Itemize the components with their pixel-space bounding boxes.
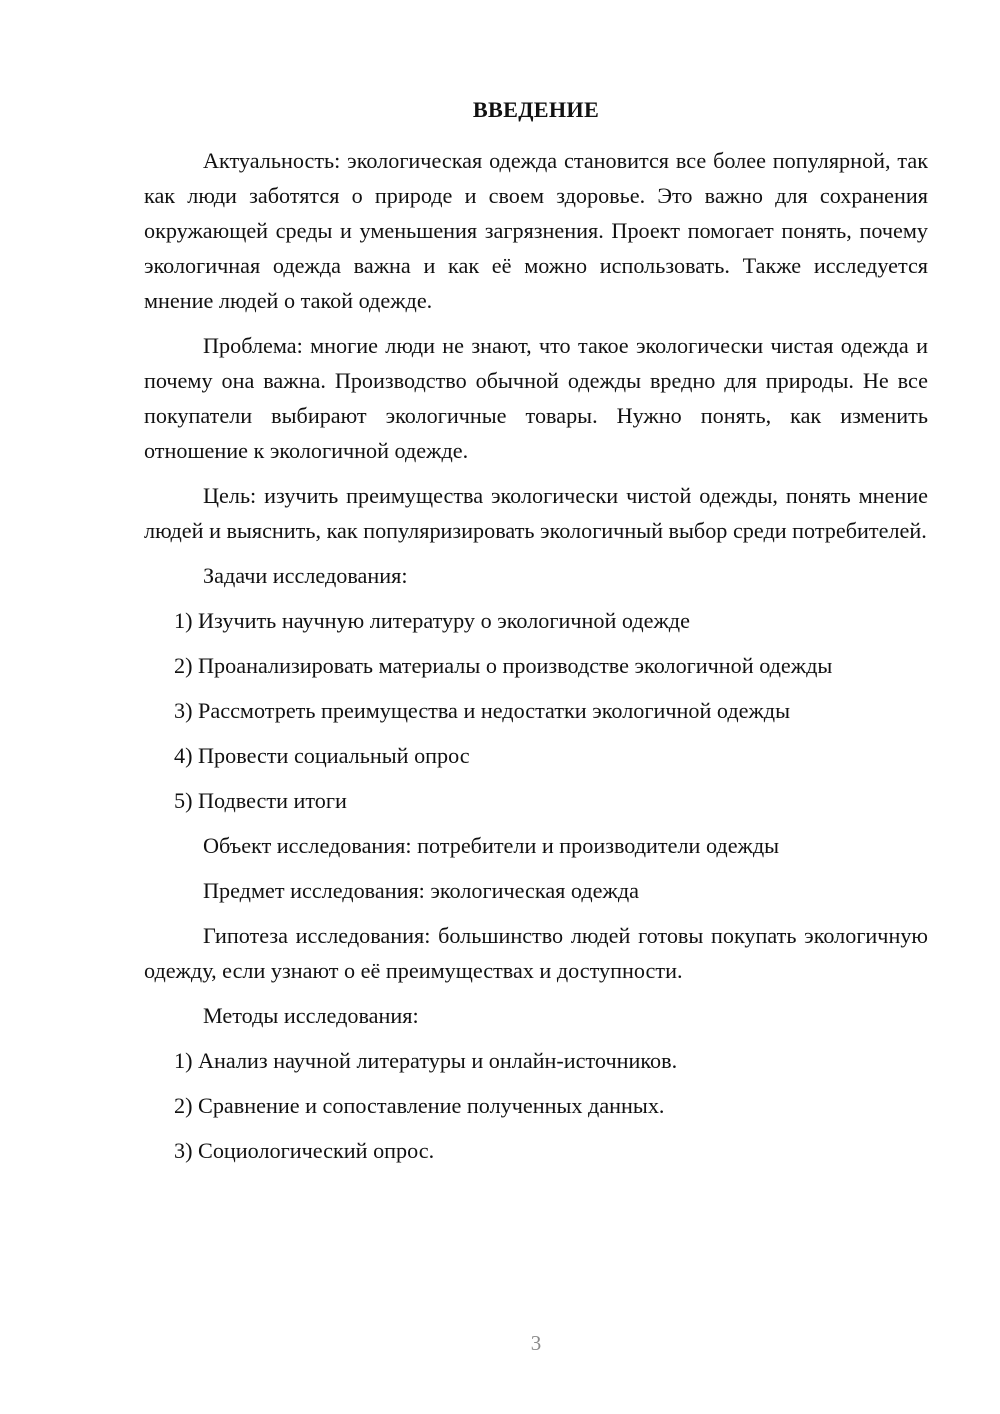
task-item: 3) Рассмотреть преимущества и недостатки экологичной одежды (174, 698, 791, 723)
methods-heading: Методы исследования: (203, 1003, 419, 1028)
method-item: 2) Сравнение и сопоставление полученных данных. (174, 1093, 665, 1118)
relevance-paragraph: Актуальность: экологическая одежда становится все более популярной, так как люди заботятся о природе и своем здоровье. Это важно для сохранения окружающей среды и уменьшения загрязнения. Проект помогает понять, почему экологичная одежда важна и как её можно использовать. Также исследуется мнение людей о такой одежде. (144, 148, 928, 313)
method-item: 3) Социологический опрос. (174, 1138, 435, 1163)
goal-paragraph: Цель: изучить преимущества экологически чистой одежды, понять мнение людей и выяснить, как популяризировать экологичный выбор среди потребителей. (144, 483, 928, 543)
page-title: ВВЕДЕНИЕ (472, 97, 600, 122)
task-item: 5) Подвести итоги (174, 788, 347, 813)
tasks-heading: Задачи исследования: (203, 563, 408, 588)
research-object: Объект исследования: потребители и производители одежды (203, 833, 780, 858)
task-item: 2) Проанализировать материалы о производстве экологичной одежды (174, 653, 833, 678)
page-number: 3 (530, 1331, 542, 1355)
method-item: 1) Анализ научной литературы и онлайн-источников. (174, 1048, 678, 1073)
task-item: 1) Изучить научную литературу о экологичной одежде (174, 608, 690, 633)
hypothesis-paragraph: Гипотеза исследования: большинство людей готовы покупать экологичную одежду, если узнают о её преимуществах и доступности. (144, 923, 928, 983)
task-item: 4) Провести социальный опрос (174, 743, 470, 768)
research-subject: Предмет исследования: экологическая одежда (203, 878, 639, 903)
problem-paragraph: Проблема: многие люди не знают, что такое экологически чистая одежда и почему она важна. Производство обычной одежды вредно для природы. Не все покупатели выбирают экологичные товары. Нужно понять, как изменить отношение к экологичной одежде. (144, 333, 928, 463)
document-page (144, 92, 928, 1178)
